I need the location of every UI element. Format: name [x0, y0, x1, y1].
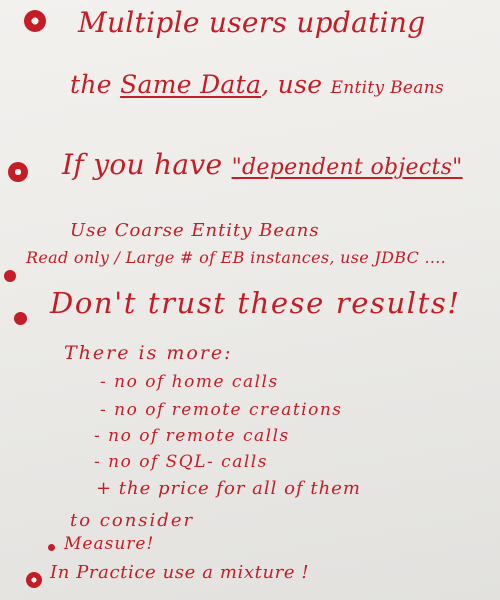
- note-line-3: [62, 148, 463, 181]
- bullet-4: [14, 312, 27, 325]
- bullet-5: [48, 544, 55, 551]
- note-line-2-a: the: [70, 70, 112, 99]
- note-line-3-a: If you have: [62, 148, 223, 181]
- note-line-4: Use Coarse Entity Beans: [70, 220, 320, 241]
- note-line-1: Multiple users updating: [78, 6, 426, 39]
- note-line-2-c: , use: [261, 70, 323, 99]
- note-line-2: [70, 70, 444, 99]
- note-line-9: - no of remote creations: [100, 400, 343, 420]
- note-line-14: Measure!: [64, 534, 155, 554]
- note-line-13: to consider: [70, 510, 195, 531]
- note-line-8: - no of home calls: [100, 372, 279, 392]
- note-line-11: - no of SQL- calls: [94, 452, 268, 472]
- note-line-6: Don't trust these results!: [50, 286, 461, 320]
- note-line-7: There is more:: [64, 342, 233, 364]
- bullet-2: [8, 162, 28, 182]
- note-line-3-b: "dependent objects": [231, 155, 463, 180]
- note-line-15: In Practice use a mixture !: [50, 562, 310, 583]
- note-line-10: - no of remote calls: [94, 426, 290, 446]
- note-line-2-b: Same Data: [120, 70, 262, 99]
- note-line-5: Read only / Large # of EB instances, use JDBC ....: [26, 248, 447, 267]
- bullet-3: [4, 270, 16, 282]
- note-line-12: + the price for all of them: [96, 478, 361, 499]
- bullet-1: [24, 10, 46, 32]
- note-line-2-d: Entity Beans: [330, 78, 444, 98]
- bullet-6: [26, 572, 42, 588]
